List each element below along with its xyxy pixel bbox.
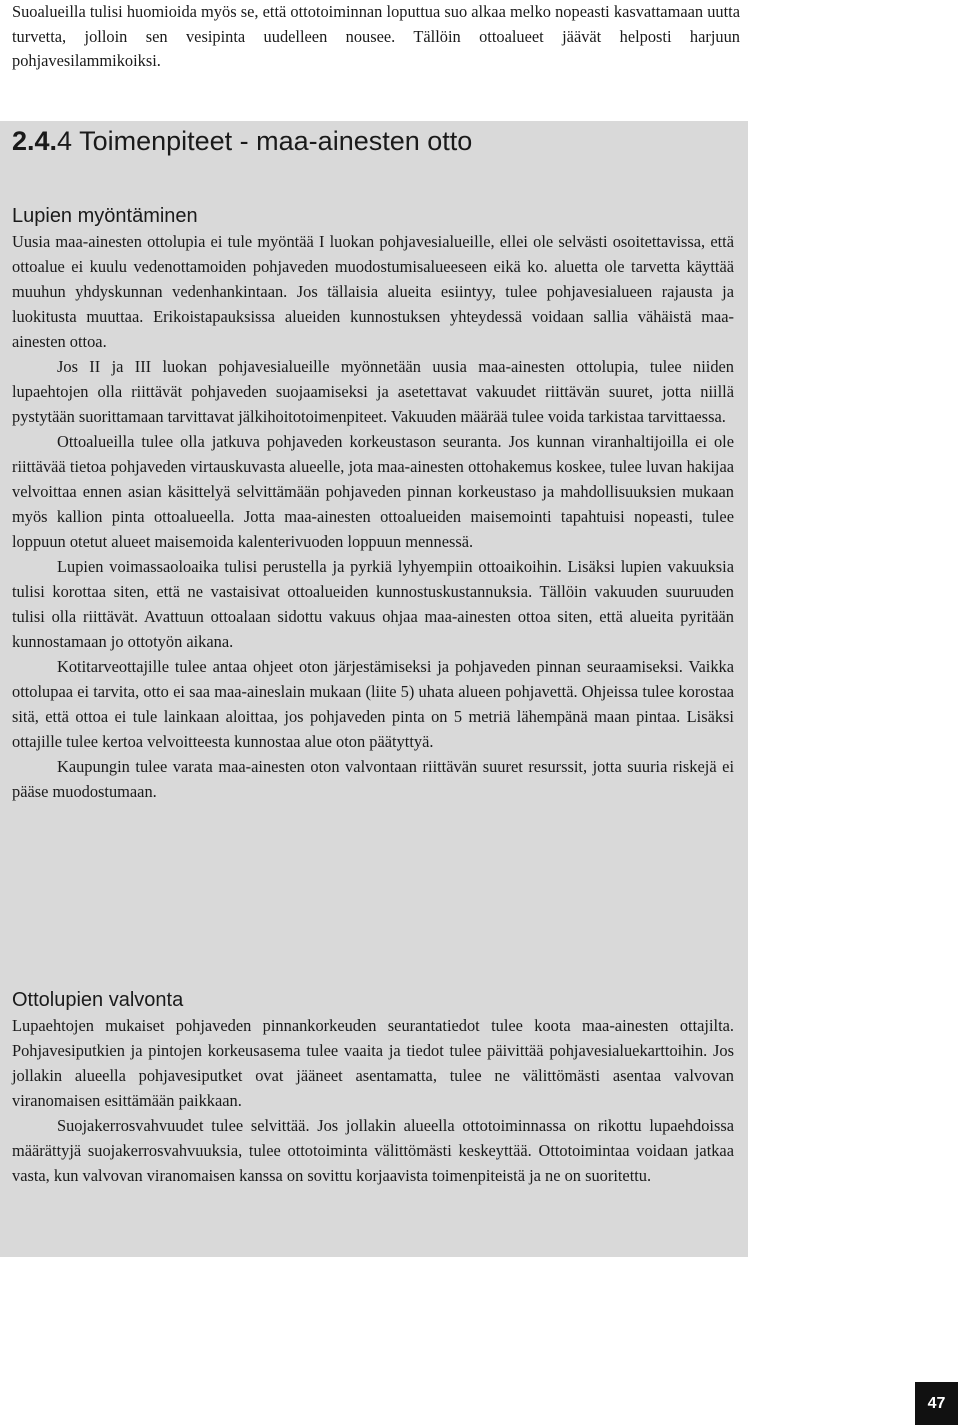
subsection-title: Ottolupien valvonta (12, 989, 184, 1011)
section-ottolupien-valvonta (12, 987, 734, 1188)
section-heading (12, 124, 472, 158)
paragraph: Uusia maa-ainesten ottolupia ei tule myöntää I luokan pohjavesialueille, ellei ole selvästi osoitettavissa, että ottoalue ei kuulu vedenottamoiden pohjaveden muodostumisalueeseen eikä ko. aluetta ole tarvetta käyttää muuhun yhdyskunnan vedenhankintaan. Jos tällaisia alueita esiintyy, tulee pohjavesialueen rajausta ja luokitusta muuttaa. Erikoistapauksissa alueiden kunnostuksen yhteydessä voidaan sallia vähäistä maa-ainesten ottoa. (12, 232, 734, 351)
paragraph: Jos II ja III luokan pohjavesialueille myönnetään uusia maa-ainesten ottolupia, tulee niiden lupaehtojen olla riittävät pohjaveden suojaamiseksi ja asetettavat vakuudet riittävän suuret, jotta niillä pystytään suorittamaan tarvittavat jälkihoitotoimenpiteet. Vakuuden määrää tulee voida tarkistaa tarvittaessa. (12, 357, 734, 426)
intro-paragraph: Suoalueilla tulisi huomioida myös se, että ottotoiminnan loputtua suo alkaa melko nopeasti kasvattamaan uutta turvetta, jolloin sen vesipinta uudelleen nousee. Tällöin ottoalueet jäävät helposti harjuun pohjavesilammikoiksi. (12, 2, 740, 70)
paragraph: Kotitarveottajille tulee antaa ohjeet oton järjestämiseksi ja pohjaveden pinnan seuraamiseksi. Vaikka ottolupaa ei tarvita, otto ei saa maa-aineslain mukaan (liite 5) uhata alueen pohjavettä. Ohjeissa tulee korostaa sitä, että ottoa ei tule lainkaan aloittaa, jos pohjaveden pinta on 5 metriä lähempänä maan pintaa. Lisäksi ottajille tulee kertoa velvoitteesta kunnostaa alue oton päätyttyä. (12, 657, 734, 751)
paragraph: Lupaehtojen mukaiset pohjaveden pinnankorkeuden seurantatiedot tulee koota maa-ainesten ottajilta. Pohjavesiputkien ja pintojen korkeusasema tulee vaaita ja tiedot tulee päivittää pohjavesialuekarttoihin. Jos jollakin alueella pohjavesiputket ovat jääneet asentamatta, tulee ne välittömästi asentaa valvovan viranomaisen esittämään paikkaan. (12, 1016, 734, 1110)
section-lupien-myontaminen (12, 203, 734, 804)
page-number: 47 (915, 1382, 958, 1425)
paragraph: Ottoalueilla tulee olla jatkuva pohjaveden korkeustason seuranta. Jos kunnan viranhaltijoilla ei ole riittävää tietoa pohjaveden virtauskuvasta alueelle, jota maa-ainesten ottohakemus koskee, tulee luvan hakijaa velvoittaa ennen asian käsittelyä selvittämään pohjaveden pinnan korkeustaso ja mahdollisuuksien mukaan myös kallion pinta ottoalueella. Jotta maa-ainesten ottoalueiden maisemointi tapahtuisi nopeasti, tulee loppuun otetut alueet maisemoida kalenterivuoden loppuun mennessä. (12, 432, 734, 551)
subsection-title: Lupien myöntäminen (12, 205, 198, 227)
section-heading-number: 2.4. (12, 126, 58, 156)
paragraph: Lupien voimassaoloaika tulisi perustella ja pyrkiä lyhyempiin ottoaikoihin. Lisäksi lupien vakuuksia tulisi korottaa siten, että ne vastaisivat ottoalueiden kunnostuskustannuksia. Tällöin vakuuden suuruuden tulisi olla riittävät. Avattuun ottoalaan sidottu vakuus ohjaa maa-ainesten ottoa siten, että alueita pyritään kunnostamaan jo ottotyön aikana. (12, 557, 734, 651)
paragraph: Kaupungin tulee varata maa-ainesten oton valvontaan riittävän suuret resurssit, jotta suuria riskejä ei pääse muodostumaan. (12, 757, 734, 801)
section-heading-title: 4 Toimenpiteet - maa-ainesten otto (57, 126, 473, 156)
highlight-box (0, 121, 748, 1257)
paragraph: Suojakerrosvahvuudet tulee selvittää. Jos jollakin alueella ottotoiminnassa on rikottu lupaehdoissa määrättyjä suojakerrosvahvuuksia, tulee ottotoiminta välittömästi keskeyttää. Ottotoimintaa voidaan jatkaa vasta, kun valvovan viranomaisen kanssa on sovittu korjaavista toimenpiteistä ja ne on suoritettu. (12, 1116, 734, 1185)
